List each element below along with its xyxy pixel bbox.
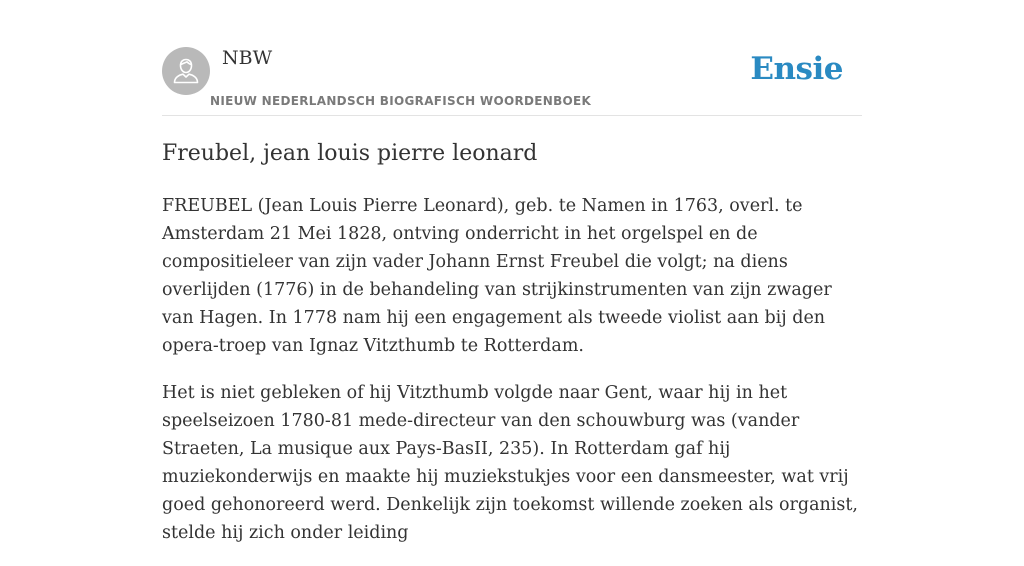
article-body [162, 192, 862, 566]
source-header [162, 0, 862, 116]
article-paragraph: FREUBEL (Jean Louis Pierre Leonard), geb. te Namen in 1763, overl. te Amsterdam 21 Mei 1828, ontving onderricht in het orgelspel en de compositieleer van zijn vader Johann Ernst Freubel die volgt; na diens overlijden (1776) in de behandeling van strijkinstrumenten van zijn zwager van Hagen. In 1778 nam hij een engagement als tweede violist aan bij den opera-troep van Ignaz Vitzthumb te Rotterdam. [162, 196, 832, 356]
article-paragraph: Het is niet gebleken of hij Vitzthumb volgde naar Gent, waar hij in het speelseizoen 1780-81 mede-directeur van den schouwburg was (vander Straeten, La musique aux Pays-BasII, 235). In Rotterdam gaf hij muziekonderwijs en maakte hij muziekstukjes voor een dansmeester, wat vrij goed gehonoreerd werd. Denkelijk zijn toekomst willende zoeken als organist, stelde hij zich onder leiding [162, 383, 858, 543]
user-silhouette-icon [162, 47, 210, 95]
brand-logo[interactable]: Ensie [750, 51, 843, 87]
page-title: Freubel, jean louis pierre leonard [162, 141, 538, 166]
source-name[interactable]: NBW [222, 47, 273, 69]
source-full-name[interactable]: NIEUW NEDERLANDSCH BIOGRAFISCH WOORDENBOEK [210, 94, 592, 108]
source-avatar[interactable] [162, 47, 210, 95]
